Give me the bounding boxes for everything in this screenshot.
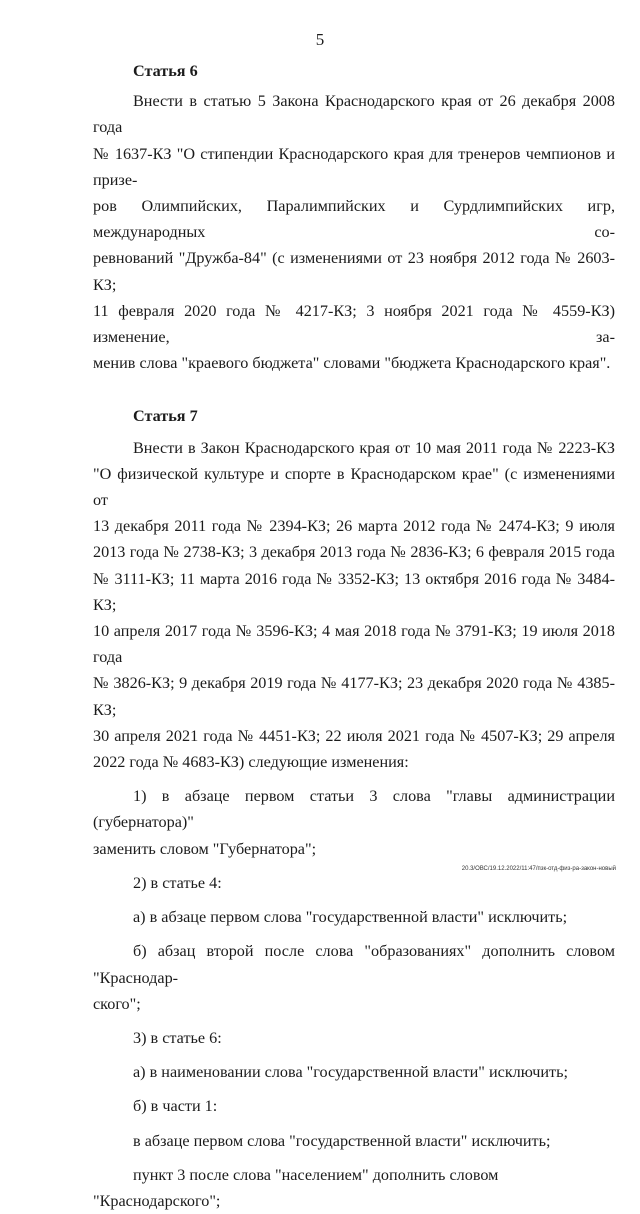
list-item-line: а) в наименовании слова "государственной власти" исключить;: [133, 1063, 568, 1082]
list-item: [93, 1128, 615, 1154]
article-7-line: 13 декабря 2011 года № 2394-КЗ; 26 марта 2012 года № 2474-КЗ; 9 июля: [93, 517, 615, 536]
article-7: [93, 403, 615, 1214]
list-item-line: а) в абзаце первом слова "государственной власти" исключить;: [133, 908, 568, 927]
article-7-line: 10 апреля 2017 года № 3596-КЗ; 4 мая 2018 года № 3791-КЗ; 19 июля 2018 года: [93, 622, 615, 667]
list-item-line: б) в части 1:: [133, 1097, 218, 1116]
article-7-line: 30 апреля 2021 года № 4451-КЗ; 22 июля 2021 года № 4507-КЗ; 29 апреля: [93, 726, 615, 745]
article-6-line: 11 февраля 2020 года № 4217-КЗ; 3 ноября 2021 года № 4559-КЗ) изменение, за-: [93, 301, 615, 347]
list-item-line: 1) в абзаце первом статьи 3 слова "главы администрации (губернатора)": [93, 787, 615, 832]
article-7-line: № 3111-КЗ; 11 марта 2016 года № 3352-КЗ; 13 октября 2016 года № 3484-КЗ;: [93, 569, 615, 614]
article-7-line: "О физической культуре и спорте в Краснодарском крае" (с изменениями от: [93, 464, 615, 510]
article-6-line: Внести в статью 5 Закона Краснодарского края от 26 декабря 2008 года: [93, 92, 615, 137]
list-item: [93, 1059, 615, 1085]
article-6-line: № 1637-КЗ "О стипендии Краснодарского края для тренеров чемпионов и призе-: [93, 144, 615, 189]
article-6-line: ревнований "Дружба-84" (с изменениями от 23 ноября 2012 года № 2603-КЗ;: [93, 249, 615, 294]
article-6-line: ров Олимпийских, Паралимпийских и Сурдлимпийских игр, международных со-: [93, 197, 615, 242]
list-item-line: пункт 3 после слова "населением" дополнить словом "Краснодарского";: [93, 1165, 499, 1210]
list-item: [93, 783, 615, 862]
article-6-line: менив слова "краевого бюджета" словами "бюджета Краснодарского края".: [93, 354, 611, 373]
article-7-line: 2022 года № 4683-КЗ) следующие изменения:: [93, 753, 409, 772]
article-7-heading: Статья 7: [133, 407, 198, 426]
list-item-line: б) абзац второй после слова "образованиях" дополнить словом "Краснодар-: [93, 942, 615, 987]
article-6: [93, 58, 615, 376]
page-number: 5: [315, 30, 325, 49]
list-item-line: 3) в статье 6:: [133, 1028, 222, 1047]
article-6-heading: Статья 6: [133, 62, 198, 80]
list-item: [93, 1025, 615, 1051]
list-item-line: в абзаце первом слова "государственной власти" исключить;: [133, 1131, 551, 1150]
list-item: [93, 1093, 615, 1119]
article-7-line: Внести в Закон Краснодарского края от 10 мая 2011 года № 2223-КЗ: [133, 438, 615, 457]
list-item: [93, 1162, 615, 1214]
list-item-line: ского";: [93, 994, 141, 1013]
list-item: [93, 904, 615, 930]
document-body: [93, 58, 615, 1214]
list-item-line: 2) в статье 4:: [133, 873, 222, 892]
list-item-line: заменить словом "Губернатора";: [93, 839, 317, 858]
article-7-line: № 3826-КЗ; 9 декабря 2019 года № 4177-КЗ; 23 декабря 2020 года № 4385-КЗ;: [93, 674, 615, 719]
document-footer-code: 20.3/ОВС/19.12.2022/11:47/пзк-отд-физ-ра-закон-новый: [461, 866, 616, 872]
list-item: [93, 938, 615, 1017]
article-7-line: 2013 года № 2738-КЗ; 3 декабря 2013 года № 2836-КЗ; 6 февраля 2015 года: [93, 543, 615, 562]
list-item: [93, 870, 615, 896]
